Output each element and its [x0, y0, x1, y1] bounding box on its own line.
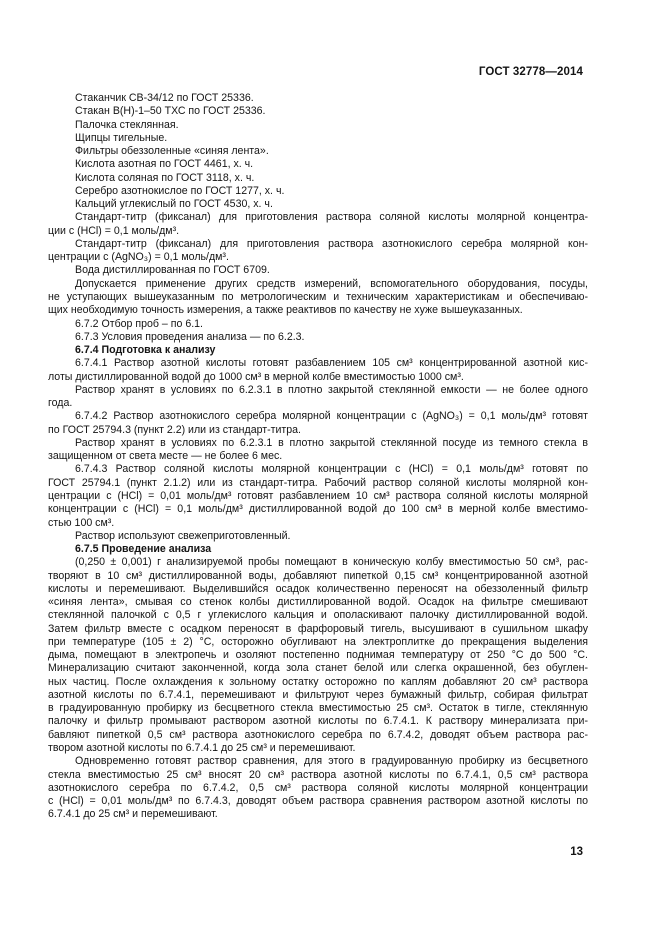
text-line: центрации c (AgNO₃) = 0,1 моль/дм³.: [48, 251, 229, 264]
text-line: центрации c (HCl) = 0,01 моль/дм³ готовят разбавлением 10 см³ раствора соляной кислоты молярной: [48, 489, 588, 502]
text-line: (0,250 ± 0,001) г анализируемой пробы помещают в коническую колбу вместимостью 50 см³, рас-: [75, 556, 588, 569]
text-line: защищенном от света месте — не более 6 мес.: [48, 450, 283, 463]
text-line: Стаканчик СВ-34/12 по ГОСТ 25336.: [75, 92, 254, 104]
text-line: твором азотной кислоты по 6.7.4.1 до 25 см³ и перемешивают.: [48, 742, 356, 755]
text-line: Затем фильтр вместе с осадком переносят в фарфоровый тигель, высушивают в сушильном шкафу: [48, 622, 588, 635]
text-line: 6.7.4.1 Раствор азотной кислоты готовят разбавлением 105 см³ концентрированной азотной кис-: [75, 357, 588, 370]
standard-header: ГОСТ 32778—2014: [478, 66, 583, 78]
text-line: концентрации c (HCl) = 0,1 моль/дм³ дистиллированной водой до 100 см³ в мерной колбе вместимо-: [48, 503, 588, 516]
text-line: Допускается применение других средств измерений, вспомогательного оборудования, посуды,: [75, 277, 588, 290]
text-line: Серебро азотнокислое по ГОСТ 1277, х. ч.: [75, 184, 285, 197]
text-line: азотнокислого серебра по 6.7.4.2, 0,5 см³ раствора соляной кислоты молярной концентрации: [48, 781, 588, 794]
text-line: Минерализацию считают законченной, когда зола станет белой или слегка окрашенной, без обуглен-: [48, 662, 588, 675]
text-line: в градуированную пробирку из бесцветного стекла вместимостью 25 см³. Остаток в тигле, стеклянную: [48, 702, 588, 715]
text-line: Щипцы тигельные.: [75, 131, 168, 144]
text-line: 6.7.3 Условия проведения анализа — по 6.2.3.: [75, 330, 305, 343]
text-line: года.: [48, 397, 73, 410]
text-line: «синяя лента», смывая со стенок колбы дистиллированной водой. Осадок на фильтре смешивают: [48, 596, 588, 609]
text-line: палочку и фильтр промывают раствором азотной кислоты по 6.7.4.1. К раствору минерализата при-: [48, 715, 588, 728]
text-line: Палочка стеклянная.: [75, 118, 179, 131]
text-line: бавляют пипеткой 0,5 см³ раствора азотнокислого серебра по 6.7.4.2, доводят объем раствора рас-: [48, 728, 588, 741]
text-line: стекла вместимостью 25 см³ вносят 20 см³ раствора азотной кислоты по 6.7.4.1, 0,5 см³ раствора: [48, 768, 588, 781]
text-line: творяют в 10 см³ дистиллированной воды, добавляют пипеткой 0,15 см³ концентрированной азотной: [48, 569, 588, 582]
text-line: стеклянной палочкой с 0,5 г углекислого кальция и ополаскивают палочку дистиллированной водой.: [48, 609, 588, 622]
text-line: 6.7.2 Отбор проб – по 6.1.: [75, 317, 203, 330]
text-line: при температуре (105 ± 2) °С, осторожно обугливают на электроплитке до прекращения выделения: [48, 635, 588, 648]
text-line: кислоты и перемешивают. Выделившийся осадок количественно переносят на обеззоленный фильтр: [48, 582, 588, 595]
text-line: Кислота соляная по ГОСТ 3118, х. ч.: [75, 171, 255, 184]
text-line: лоты дистиллированной водой до 1000 см³ в мерной колбе вместимостью 1000 см³.: [48, 370, 464, 383]
text-line: ции c (HCl) = 0,1 моль/дм³.: [48, 224, 180, 237]
text-line: 6.7.4.1 до 25 см³ и перемешивают.: [48, 808, 218, 821]
text-line: азотной кислоты по 6.7.4.1, перемешивают и фильтруют через бумажный фильтр, собирая фильтрат: [48, 688, 588, 701]
text-line: Стандарт-титр (фиксанал) для приготовления раствора соляной кислоты молярной концентра-: [75, 211, 588, 224]
text-line: стью 100 см³.: [48, 516, 115, 529]
text-line: Стакан В(Н)-1–50 ТХС по ГОСТ 25336.: [75, 105, 266, 118]
text-line: ГОСТ 25794.1 (пункт 2.1.2) или из стандарт-титра. Рабочий раствор соляной кислоты молярной кон-: [48, 476, 588, 489]
text-line: Кислота азотная по ГОСТ 4461, х. ч.: [75, 158, 254, 171]
text-line: Кальций углекислый по ГОСТ 4530, х. ч.: [75, 198, 273, 211]
page-number: 13: [570, 846, 583, 858]
text-line: 6.7.4.3 Раствор соляной кислоты молярной концентрации c (HCl) = 0,1 моль/дм³ готовят по: [75, 463, 588, 476]
document-body: [48, 92, 588, 822]
text-line: дыма, помещают в электропечь и озоляют постепенно поднимая температуру от 250 °С до 500 °С.: [48, 649, 588, 662]
text-line: не уступающих вышеуказанным по метрологическим и техническим характеристикам и обеспечиваю-: [48, 290, 588, 303]
text-line: Стандарт-титр (фиксанал) для приготовления раствора азотнокислого серебра молярной кон-: [75, 237, 588, 250]
text-line: Раствор используют свежеприготовленный.: [75, 529, 291, 542]
text-line: Раствор хранят в условиях по 6.2.3.1 в плотно закрытой стеклянной емкости — не более одного: [75, 383, 588, 396]
text-line: Одновременно готовят раствор сравнения, для этого в градуированную пробирку из бесцветного: [75, 755, 588, 768]
text-line: Вода дистиллированная по ГОСТ 6709.: [75, 264, 270, 277]
text-line: c (HCl) = 0,01 моль/дм³ по 6.7.4.3, доводят объем раствора сравнения раствором азотной кислоты по: [48, 795, 588, 808]
text-line: Раствор хранят в условиях по 6.2.3.1 в плотно закрытой стеклянной посуде из темного стекла в: [75, 436, 588, 449]
text-line: Фильтры обеззоленные «синяя лента».: [75, 145, 269, 158]
text-line: по ГОСТ 25794.3 (пункт 2.2) или из стандарт-титра.: [48, 423, 301, 436]
text-line: ных частиц. После охлаждения к зольному остатку осторожно по каплям добавляют 20 см³ раствора: [48, 675, 588, 688]
text-line: 6.7.4.2 Раствор азотнокислого серебра молярной концентрации c (AgNO₃) = 0,1 моль/дм³ готовят: [75, 410, 588, 423]
text-line: 6.7.4 Подготовка к анализу: [75, 344, 216, 357]
text-line: щих необходимую точность измерения, а также реактивов по качеству не хуже вышеуказанных.: [48, 304, 523, 317]
text-line: 6.7.5 Проведение анализа: [75, 543, 212, 556]
